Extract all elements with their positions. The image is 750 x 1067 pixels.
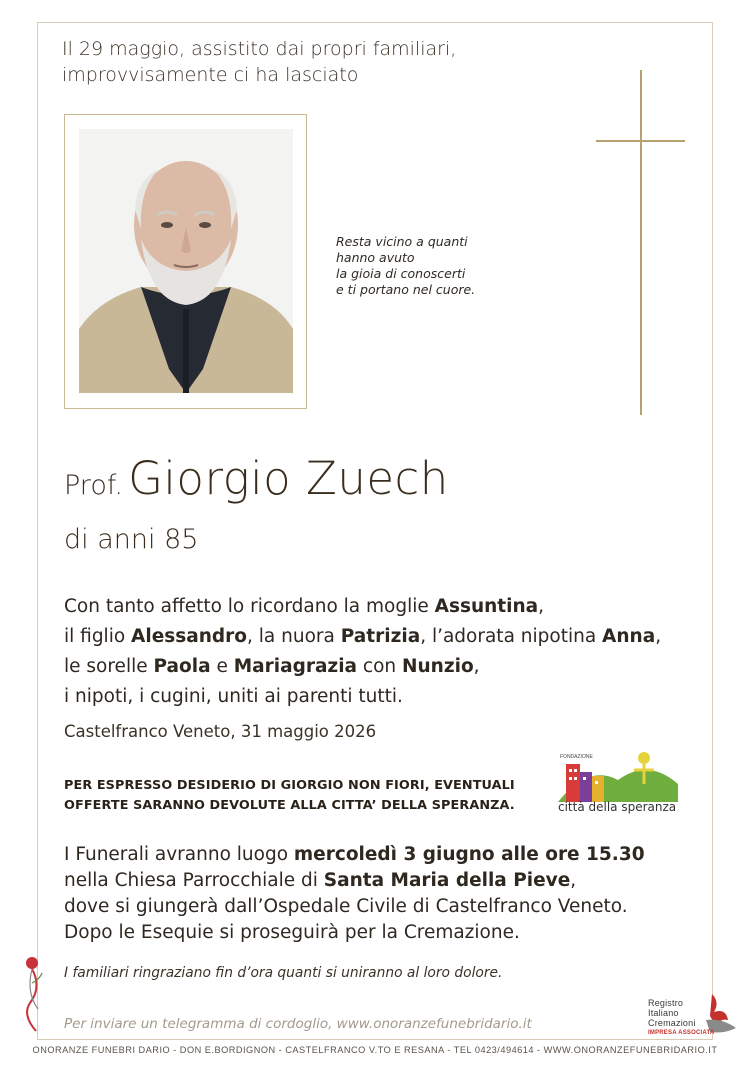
family-line-2: il figlio Alessandro, la nuora Patrizia, l’adorata nipotina Anna, xyxy=(64,626,662,647)
full-name: Giorgio Zuech xyxy=(128,452,449,505)
name-prefix: Prof. xyxy=(64,470,123,501)
funeral-line-1: I Funerali avranno luogo mercoledì 3 giugno alle ore 15.30 xyxy=(64,844,645,865)
portrait-illustration xyxy=(79,129,293,393)
wish-line-1: PER ESPRESSO DESIDERIO DI GIORGIO NON FIORI, EVENTUALI xyxy=(64,778,515,793)
wish-line-2: OFFERTE SARANNO DEVOLUTE ALLA CITTA’ DELLA SPERANZA. xyxy=(64,798,515,813)
cross-icon-vertical xyxy=(640,70,642,415)
telegram-link[interactable]: Per inviare un telegramma di cordoglio, www.onoranzefunebridario.it xyxy=(64,1016,532,1032)
family-announcement xyxy=(64,592,661,712)
intro-text xyxy=(62,36,456,88)
verse-line-1: Resta vicino a quanti xyxy=(336,234,468,249)
family-line-3: le sorelle Paola e Mariagrazia con Nunzio, xyxy=(64,656,480,677)
funeral-info xyxy=(64,842,645,946)
registro-cremazioni-logo xyxy=(640,990,740,1038)
verse-line-4: e ti portano nel cuore. xyxy=(336,282,476,297)
citta-logo-name: città della speranza xyxy=(558,800,677,814)
intro-line-1: Il 29 maggio, assistito dai propri familiari, xyxy=(62,38,457,60)
citta-speranza-logo xyxy=(558,744,678,816)
deceased-name xyxy=(64,452,449,505)
rose-icon xyxy=(20,953,50,1033)
registro-logo-text: Registro Italiano Cremazioni IMPRESA ASSOCIATA xyxy=(648,998,715,1036)
family-line-1: Con tanto affetto lo ricordano la moglie Assuntina, xyxy=(64,596,545,617)
funeral-line-4: Dopo le Esequie si proseguirà per la Cremazione. xyxy=(64,922,520,943)
deceased-age: di anni 85 xyxy=(64,524,199,555)
verse-line-3: la gioia di conoscerti xyxy=(336,266,466,281)
donation-wish xyxy=(64,776,515,816)
intro-line-2: improvvisamente ci ha lasciato xyxy=(62,64,359,86)
family-line-4: i nipoti, i cugini, uniti ai parenti tutti. xyxy=(64,686,403,707)
funeral-line-3: dove si giungerà dall’Ospedale Civile di Castelfranco Veneto. xyxy=(64,896,628,917)
thanks-note: I familiari ringraziano fin d’ora quanti si uniranno al loro dolore. xyxy=(64,965,503,981)
funeral-line-2: nella Chiesa Parrocchiale di Santa Maria della Pieve, xyxy=(64,870,577,891)
verse-line-2: hanno avuto xyxy=(336,250,415,265)
verse xyxy=(336,234,475,298)
place-date: Castelfranco Veneto, 31 maggio 2026 xyxy=(64,722,377,741)
footer-contacts: ONORANZE FUNEBRI DARIO - DON E.BORDIGNON - CASTELFRANCO V.TO E RESANA - TEL 0423/494614 - WWW.ONORANZEFUNEBRIDARIO.IT xyxy=(32,1045,718,1055)
citta-logo-top-label: FONDAZIONE xyxy=(560,754,593,760)
portrait-frame xyxy=(64,114,307,409)
portrait-photo xyxy=(79,129,293,393)
cross-icon-horizontal xyxy=(596,140,685,142)
